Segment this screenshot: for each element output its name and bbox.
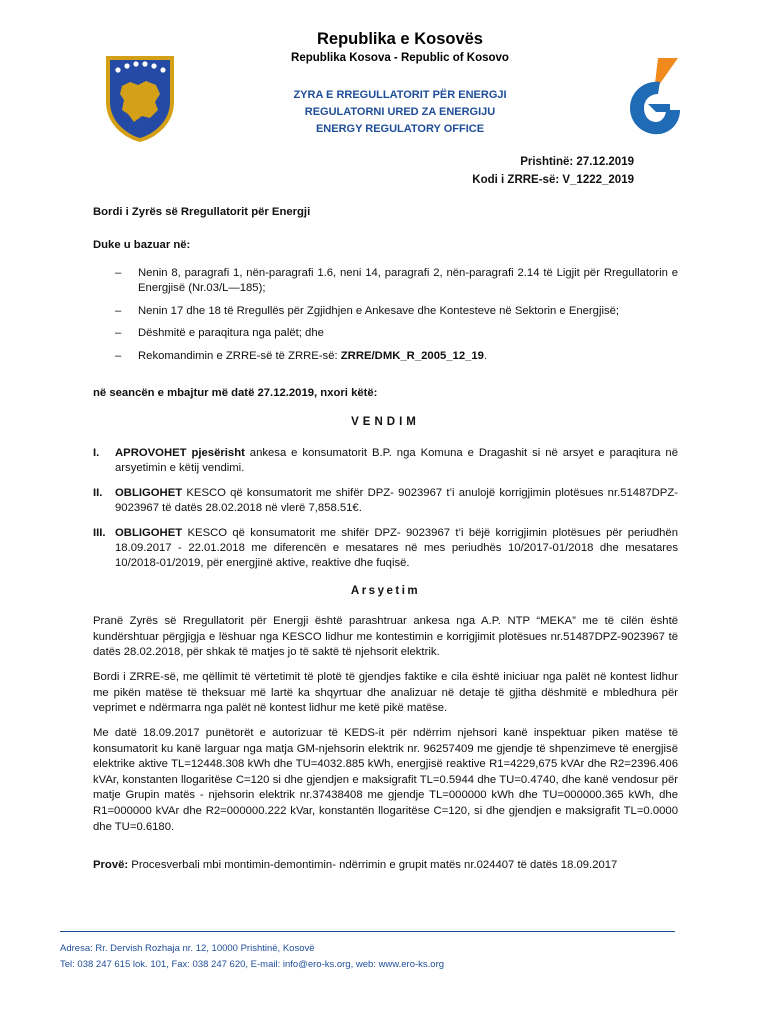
office-name-english: ENERGY REGULATORY OFFICE xyxy=(315,123,485,135)
footer-contact: Tel: 038 247 615 lok. 101, Fax: 038 247 620, E-mail: info@ero-ks.org, web: www.ero-ks.org xyxy=(60,959,445,970)
decision-lead: APROVOHET pjesërisht xyxy=(115,447,245,459)
decision-item xyxy=(93,446,678,477)
board-name: Bordi i Zyrës së Rregullatorit për Energji xyxy=(93,206,311,218)
session-statement: në seancën e mbajtur më datë 27.12.2019, nxori këtë: xyxy=(93,387,378,399)
decision-lead: OBLIGOHET xyxy=(115,526,183,539)
list-item: – Nenin 17 dhe 18 të Rregullës për Zgjidhjen e Ankesave dhe Kontesteve në Sektorin e Energjisë; xyxy=(93,304,678,319)
reasoning-paragraph: Pranë Zyrës së Rregullatorit për Energji është parashtruar ankesa nga A.P. NTP “MEKA” me të cilën është kundërshtuar përgjigja e lëshuar nga KESCO lidhur me kontestimin e korrigjimit plotësues nr.51487DPZ-9023967 të datës 28.02.2018, për shkak të matjes jo të saktë të njehsorit elektrik. xyxy=(93,615,678,659)
recommendation-suffix: . xyxy=(483,349,488,362)
decision-text: ankesa e konsumatorit B.P. nga Komuna e Dragashit si në arsyet e paraqitura në arsyetimin e këtij vendimi. xyxy=(115,447,678,475)
legal-basis-list xyxy=(93,266,678,371)
office-name-serbian: REGULATORNI URED ZA ENERGIJU xyxy=(304,106,496,118)
document-code: Kodi i ZRRE-së: V_1222_2019 xyxy=(472,174,634,186)
decision-number: III. xyxy=(93,526,106,539)
list-item: – Dëshmitë e paraqitura nga palët; dhe xyxy=(93,326,678,341)
decision-number: II. xyxy=(93,486,103,499)
ero-logo-icon xyxy=(614,52,684,142)
proof-paragraph xyxy=(93,858,678,874)
list-item xyxy=(93,349,678,364)
decision-number: I. xyxy=(93,447,100,459)
reasoning-paragraph: Bordi i ZRRE-së, me qëllimit të vërtetimit të plotë të gjendjes faktike e cila është iniciuar nga palët në kontest lidhur me pikën matëse të theksuar më lartë ka shqyrtuar dhe analizuar në detaje të gjitha dëshmitë e mbledhura për veprimet e ndërmarra nga palët në kontest lidhur me ketë pikë matëse. xyxy=(93,671,678,715)
proof-label: Provë: xyxy=(93,859,129,871)
decision-item xyxy=(93,526,678,572)
decision-list xyxy=(93,446,678,581)
reasoning-paragraph: Me datë 18.09.2017 punëtorët e autorizuar të KEDS-it për ndërrim njehsori kanë inspektuar piken matëse të konsumatorit ku kanë larguar nga matja GM-njehsorin elektrik nr. 96257409 me gjendje të shpenzimeve të energjisë elektrike aktive TL=12448.308 kWh dhe TU=4032.885 kWh, energjisë reaktive R1=4229,675 kVAr dhe R2=2396.406 kVAr, konstanten llogaritëse C=120 si dhe gjendjen e maksigrafit TL=0.5944 dhe TU=0.4740, dhe kanë vendosur për matje Grupin matës - njehsorin elektrik nr.37438408 me gjendje TL=000000 kWh dhe TU=000000.365 kWh, dhe R1=000000 kVAr dhe R2=000000.222 kVar, konstantën llogaritëse C=120, si dhe gjendjen e maksigrafit TL=0.0000 dhe TU=0.6180. xyxy=(93,727,678,833)
reasoning-heading: Arsyetim xyxy=(350,585,421,597)
decision-heading: VENDIM xyxy=(351,416,420,428)
recommendation-prefix: Rekomandimin e ZRRE-së të ZRRE-së: xyxy=(138,349,341,362)
kosovo-coat-of-arms-icon xyxy=(100,52,180,144)
decision-item xyxy=(93,486,678,517)
office-name-albanian: ZYRA E RREGULLATORIT PËR ENERGJI xyxy=(293,89,507,101)
footer-divider xyxy=(60,931,675,932)
recommendation-code: ZRRE/DMK_R_2005_12_19 xyxy=(340,349,484,362)
decision-text: KESCO që konsumatorit me shifër DPZ- 9023967 t’i anulojë korrigjimin plotësues nr.51487DPZ-9023967 të datës 28.02.2018 në vlerë 7,858.51€. xyxy=(115,486,678,515)
list-item: – Nenin 8, paragrafi 1, nën-paragrafi 1.6, neni 14, paragrafi 2, nën-paragrafi 2.14 të Ligjit për Rregullatorin e Energjisë (Nr.03/L—185); xyxy=(93,266,678,297)
place-date: Prishtinë: 27.12.2019 xyxy=(520,156,634,168)
based-on-heading: Duke u bazuar në: xyxy=(93,239,191,251)
decision-lead: OBLIGOHET xyxy=(115,486,183,499)
header-subtitle: Republika Kosova - Republic of Kosovo xyxy=(291,52,509,64)
header-title: Republika e Kosovës xyxy=(317,30,483,48)
decision-text: KESCO që konsumatorit me shifër DPZ- 9023967 t’i bëjë korrigjimin plotësues për periudhën 18.09.2017 - 22.01.2018 me diferencën e mesatares në mes periudhës 10/2017-01/2018 dhe mesatares 10/2018-01/2019, për energjinë aktive, reaktive dhe fuqisë. xyxy=(115,526,678,570)
proof-text: Procesverbali mbi montimin-demontimin- ndërrimin e grupit matës nr.024407 të datës 18.09.2017 xyxy=(128,859,618,871)
footer-address: Adresa: Rr. Dervish Rozhaja nr. 12, 10000 Prishtinë, Kosovë xyxy=(60,943,315,954)
